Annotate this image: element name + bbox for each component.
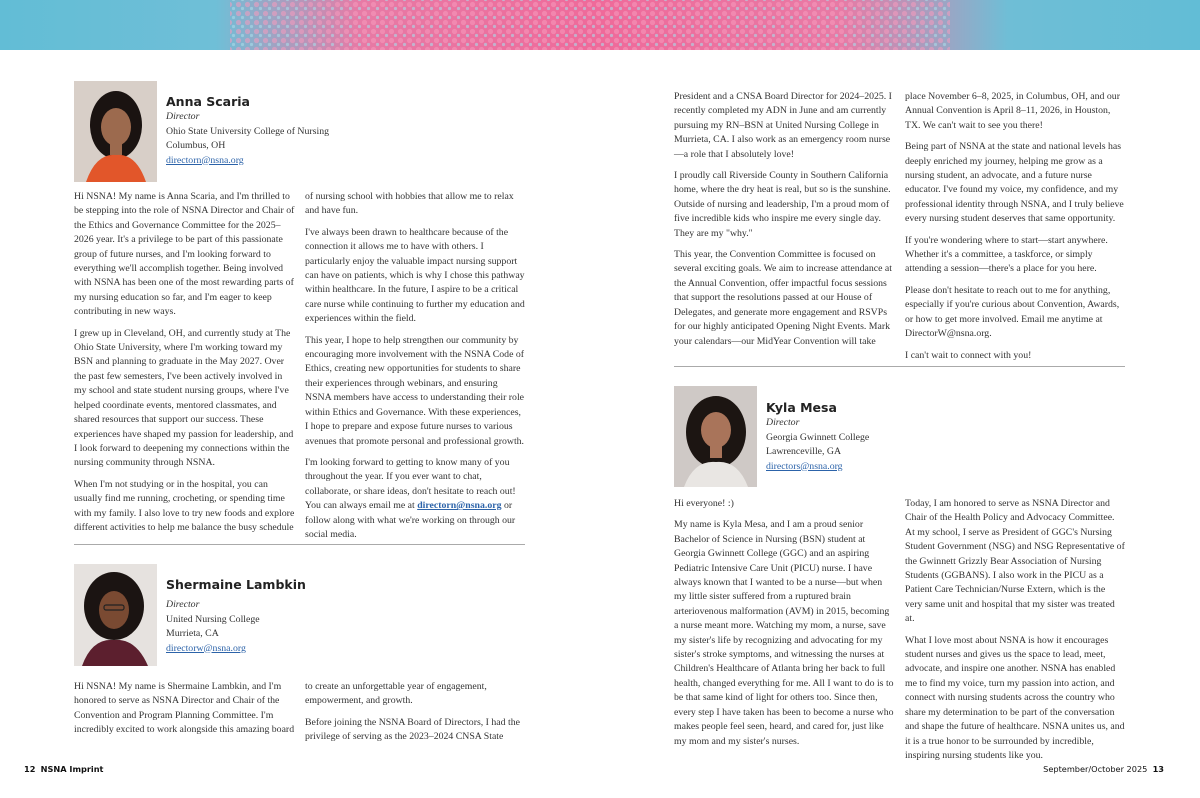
shermaine-name: Shermaine Lambkin (166, 577, 306, 592)
paragraph: place November 6–8, 2025, in Columbus, OH, and our Annual Convention is April 8–11, 2026, in Houston, TX. We can't wait to see you there! (905, 91, 1120, 131)
paragraph: President and a CNSA Board Director for 2024–2025. I recently completed my ADN in June and am currently pursuing my RN–BSN at United Nursing College in Murrieta, CA. I also work as an emergency room nurse—a role that I absolutely love! (674, 91, 892, 160)
text: I'm looking forward to getting to know many of you throughout the year. If you ever want to chat, collaborate, or share ideas, don't hesitate to reach out! You can always email me at (305, 456, 516, 512)
paragraph: If you're wondering where to start—start anywhere. Whether it's a committee, a taskforce, or simply attending a session—there's a place for you here. (905, 234, 1108, 275)
anna-column-1 (74, 190, 296, 542)
footer-left (24, 764, 103, 774)
kyla-column-2 (905, 497, 1125, 770)
anna-name: Anna Scaria (166, 94, 250, 109)
text: or follow along with what we're working on through our social media. (305, 500, 516, 540)
kyla-meta (766, 416, 869, 474)
paragraph: I grew up in Cleveland, OH, and currently study at The Ohio State University, where I'm working toward my BSN and planning to graduate in the May 2027. Over the past few semesters, I've been actively involved in my school and state student nursing groups, where I've helped coordinate events, mentored classmates, and shared resources that support our success. These experiences have shaped my passion for leadership, and I look forward to deepening my connections within the nursing community through NSNA. (74, 327, 294, 469)
shermaine-photo (74, 564, 157, 666)
kyla-location: Lawrenceville, GA (766, 446, 842, 457)
anna-photo (74, 81, 157, 182)
paragraph: Today, I am honored to serve as NSNA Director and Chair of the Health Policy and Advocacy Committee. At my school, I serve as President of GGC's Nursing Student Government (NSG) and NSG Representative of the Gwinnett Grizzly Bear Association of Nursing Students (GGBANS). I also work in the PICU as a Patient Care Technician/Nurse Extern, which is the very same unit and hospital that my sister was treated at. (905, 498, 1125, 625)
kyla-photo (674, 386, 757, 487)
anna-column-2 (305, 190, 525, 549)
paragraph: This year, the Convention Committee is focused on several exciting goals. We aim to increase attendance at the Annual Convention, offer impactful focus sessions that support the resolutions passed at our House of Delegates, and generate more engagement and RSVPs for our highly anticipated Opening Night Events. Mark your calendars—our MidYear Convention will take (674, 249, 893, 347)
kyla-column-1 (674, 497, 894, 756)
shermaine-meta (166, 598, 260, 656)
anna-school: Ohio State University College of Nursing (166, 125, 329, 137)
shermaine-school: United Nursing College (166, 613, 260, 625)
page-number-right: 13 (1152, 764, 1164, 774)
shermaine-column-2 (305, 680, 525, 752)
paragraph: Hi everyone! :) (674, 498, 734, 509)
shermaine-location: Murrieta, CA (166, 628, 219, 639)
paragraph: Please don't hesitate to reach out to me for anything, especially if you're curious about Convention, Awards, or how to get more involved. Email me anytime at DirectorW@nsna.org. (905, 284, 1120, 340)
paragraph: This year, I hope to help strengthen our community by encouraging more involvement with the NSNA Code of Ethics, creating new opportunities for students to share their experiences through webinars, and ensuring NSNA members have access to understanding their role within Ethics and Governance. With these experiences, I hope to prepare and expose future nurses to various avenues that promote personal and professional growth. (305, 334, 525, 447)
anna-email-link[interactable]: directorn@nsna.org (166, 154, 244, 166)
section-divider (674, 366, 1125, 367)
footer-right (1043, 764, 1164, 774)
shermaine-email-link[interactable]: directorw@nsna.org (166, 642, 246, 654)
shermaine-column-4 (905, 90, 1125, 370)
publication-title: NSNA Imprint (40, 764, 104, 774)
kyla-role: Director (766, 417, 800, 428)
paragraph: I've always been drawn to healthcare because of the connection it allows me to have with others. I particularly enjoy the valuable impact nursing support can have on patients, which is why I chose this pathway within healthcare. In the future, I aspire to be a critical care nurse while continuing to further my education and experiences within the field. (305, 226, 525, 325)
anna-email-inline-link[interactable]: directorn@nsna.org (417, 500, 502, 512)
paragraph: What I love most about NSNA is how it encourages student nurses and gives us the space to lead, meet, advocate, and inspire one another. NSNA has enabled me to find my voice, turn my passion into action, and connect with nursing students across the country who share my determination to be part of the conversation and shape the future of healthcare. NSNA unites us, and it is a true honor to be surrounded by incredible, inspiring nursing students like you. (905, 634, 1125, 761)
paragraph: I proudly call Riverside County in Southern California home, where the dry heat is real, but so is the sunshine. Outside of nursing and leadership, I'm a proud mom of five incredible kids who inspire me every single day. They are my "why." (674, 170, 891, 239)
anna-location: Columbus, OH (166, 140, 226, 151)
paragraph: When I'm not studying or in the hospital, you can usually find me running, crocheting, or spending time with my family. I also love to try new foods and explore different activities to help me balance the busy schedule (74, 478, 295, 533)
shermaine-column-3 (674, 90, 894, 356)
paragraph (305, 456, 525, 542)
anna-role: Director (166, 111, 200, 122)
paragraph: My name is Kyla Mesa, and I am a proud senior Bachelor of Science in Nursing (BSN) student at Georgia Gwinnett College (GGC) and an aspiring Pediatric Intensive Care Unit (PICU) nurse. I have always known that I wanted to be a nurse—but when my little sister suffered from a ruptured brain arteriovenous malformation (AVM) in 2015, becoming a nurse meant more. Watching my mom, a nurse, save my sister's life by recognizing and advocating for my sister's stroke symptoms, and witnessing the nurses at Children's Healthcare of Atlanta bring her back to full health, changed everything for me. All I want to do is to be that same kind of light for others too. Since then, every step I have taken has been to become a nurse who makes people feel seen, heard, and cared for, just like my mom and my sister's nurses. (674, 519, 894, 747)
shermaine-role: Director (166, 599, 200, 610)
shermaine-column-1 (74, 680, 296, 745)
kyla-email-link[interactable]: directors@nsna.org (766, 460, 843, 472)
anna-meta (166, 110, 329, 168)
paragraph: I can't wait to connect with you! (905, 349, 1032, 361)
paragraph: of nursing school with hobbies that allow me to relax and have fun. (305, 191, 514, 217)
paragraph: Before joining the NSNA Board of Directors, I had the privilege of serving as the 2023–2024 CNSA State (305, 716, 520, 743)
paragraph: Hi NSNA! My name is Anna Scaria, and I'm thrilled to be stepping into the role of NSNA Director and Chair of the Ethics and Governance Committee for the 2025–2026 year. It's a privilege to be part of this passionate group of future nurses, and I'm looking forward to everything we'll accomplish together. Being involved with NSNA has been one of the most rewarding parts of my nursing education so far, and I'm eager to keep contributing in new ways. (74, 191, 295, 318)
paragraph: to create an unforgettable year of engagement, empowerment, and growth. (305, 681, 487, 707)
issue-date: September/October 2025 (1043, 764, 1148, 774)
section-divider (74, 544, 525, 545)
kyla-school: Georgia Gwinnett College (766, 431, 870, 443)
paragraph: Being part of NSNA at the state and national levels has deeply enriched my journey, helping me grow as a nursing student, an advocate, and a future nurse educator. I've found my voice, my confidence, and my professional identity through NSNA, and I truly believe every nursing student deserves that same opportunity. (905, 141, 1124, 225)
halftone-pattern (0, 0, 1200, 50)
paragraph: Hi NSNA! My name is Shermaine Lambkin, and I'm honored to serve as NSNA Director and Chair of the Convention and Program Planning Committee. I'm incredibly excited to work alongside this amazing board (74, 681, 295, 736)
page-number-left: 12 (24, 764, 36, 774)
kyla-name: Kyla Mesa (766, 400, 837, 415)
header-banner (0, 0, 1200, 50)
